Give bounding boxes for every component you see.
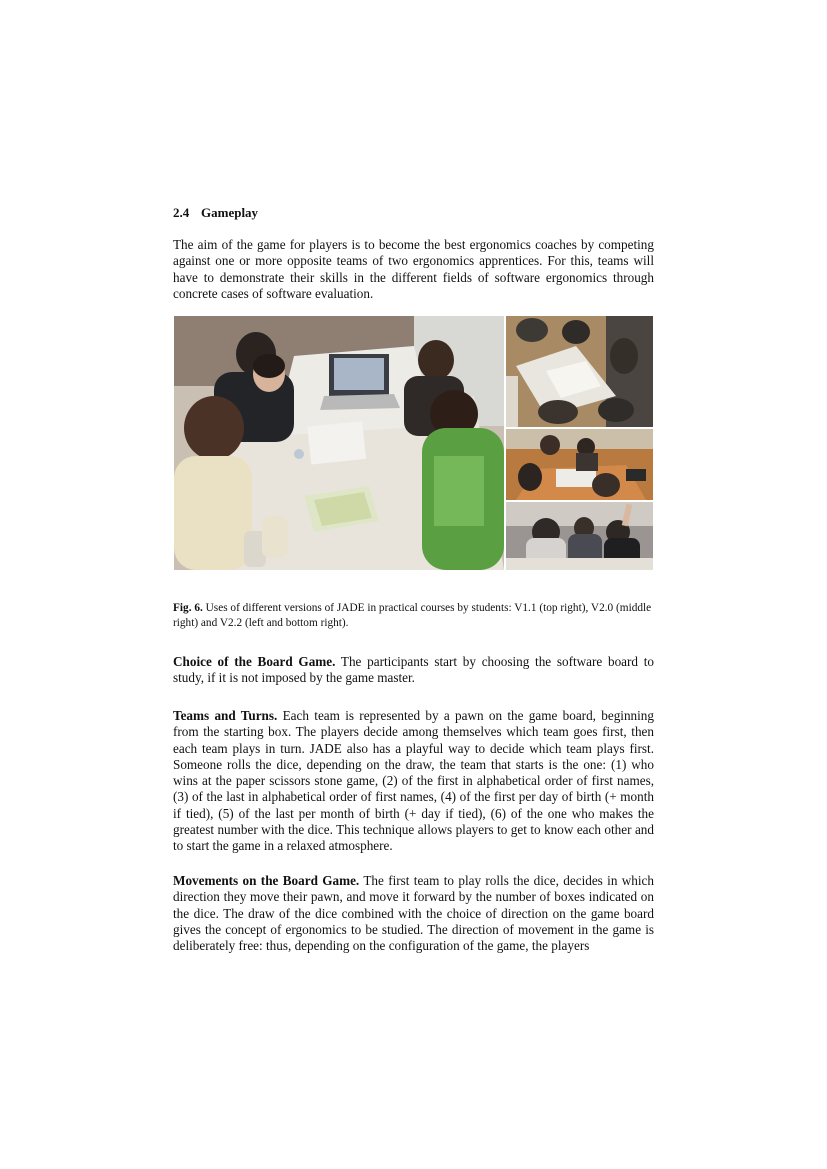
section-number: 2.4: [173, 205, 190, 220]
paragraph-text: The participants start by choosing the software board to study, if it is not imposed by the game master.: [173, 654, 654, 686]
photo-classroom-table: [174, 316, 504, 570]
run-in-heading: Choice of the Board Game.: [173, 654, 336, 669]
paragraph-teams-and-turns: [173, 708, 654, 855]
photo-top-right-v1-1: [506, 316, 653, 427]
paragraph-text: The first team to play rolls the dice, decides in which direction they move their pawn, and move it forward by the number of boxes indicated on the dice. The draw of the dice combined with the choice of direction on the game board gives the concept of ergonomics to be studied. The direction of movement in the game is deliberately free: thus, depending on the configuration of the game, the players: [173, 873, 654, 954]
figure-photo-collage: [174, 316, 653, 570]
photo-middle-right-v2-0: [506, 429, 653, 500]
paragraph-text: Each team is represented by a pawn on the game board, beginning from the starting box. The players decide among themselves which team goes first, then each team plays in turn. JADE also has a playful way to decide which team plays first. Someone rolls the dice, depending on the draw, the team that starts is the one: (1) who wins at the paper scissors stone game, (2) of the first in alphabetical order of first names, (3) of the last in alphabetical order of first names, (4) of the first per day of birth (+ month if tied), (5) of the last per month of birth (+ day if tied), (6) of the one who makes the greatest number with the dice. This technique allows players to get to know each other and to start the game in a relaxed atmosphere.: [173, 708, 654, 854]
section-heading: [173, 205, 654, 221]
figure-caption-text: Uses of different versions of JADE in practical courses by students: V1.1 (top right), V2.0 (middle right) and V2.2 (left and bottom right).: [173, 602, 652, 629]
run-in-heading: Movements on the Board Game.: [173, 873, 360, 888]
paragraph-movements: [173, 873, 654, 954]
figure-label: Fig. 6.: [173, 602, 203, 614]
figure-caption: [173, 601, 654, 631]
paragraph-choice-of-board: [173, 654, 654, 687]
photo-bottom-right-v2-2: [506, 502, 653, 570]
run-in-heading: Teams and Turns.: [173, 708, 278, 723]
intro-paragraph: The aim of the game for players is to become the best ergonomics coaches by competing against one or more opposite teams of two ergonomics apprentices. For this, teams will have to demonstrate their skills in the different fields of software ergonomics through concrete cases of software evaluation.: [173, 237, 654, 301]
section-title: Gameplay: [201, 205, 259, 220]
